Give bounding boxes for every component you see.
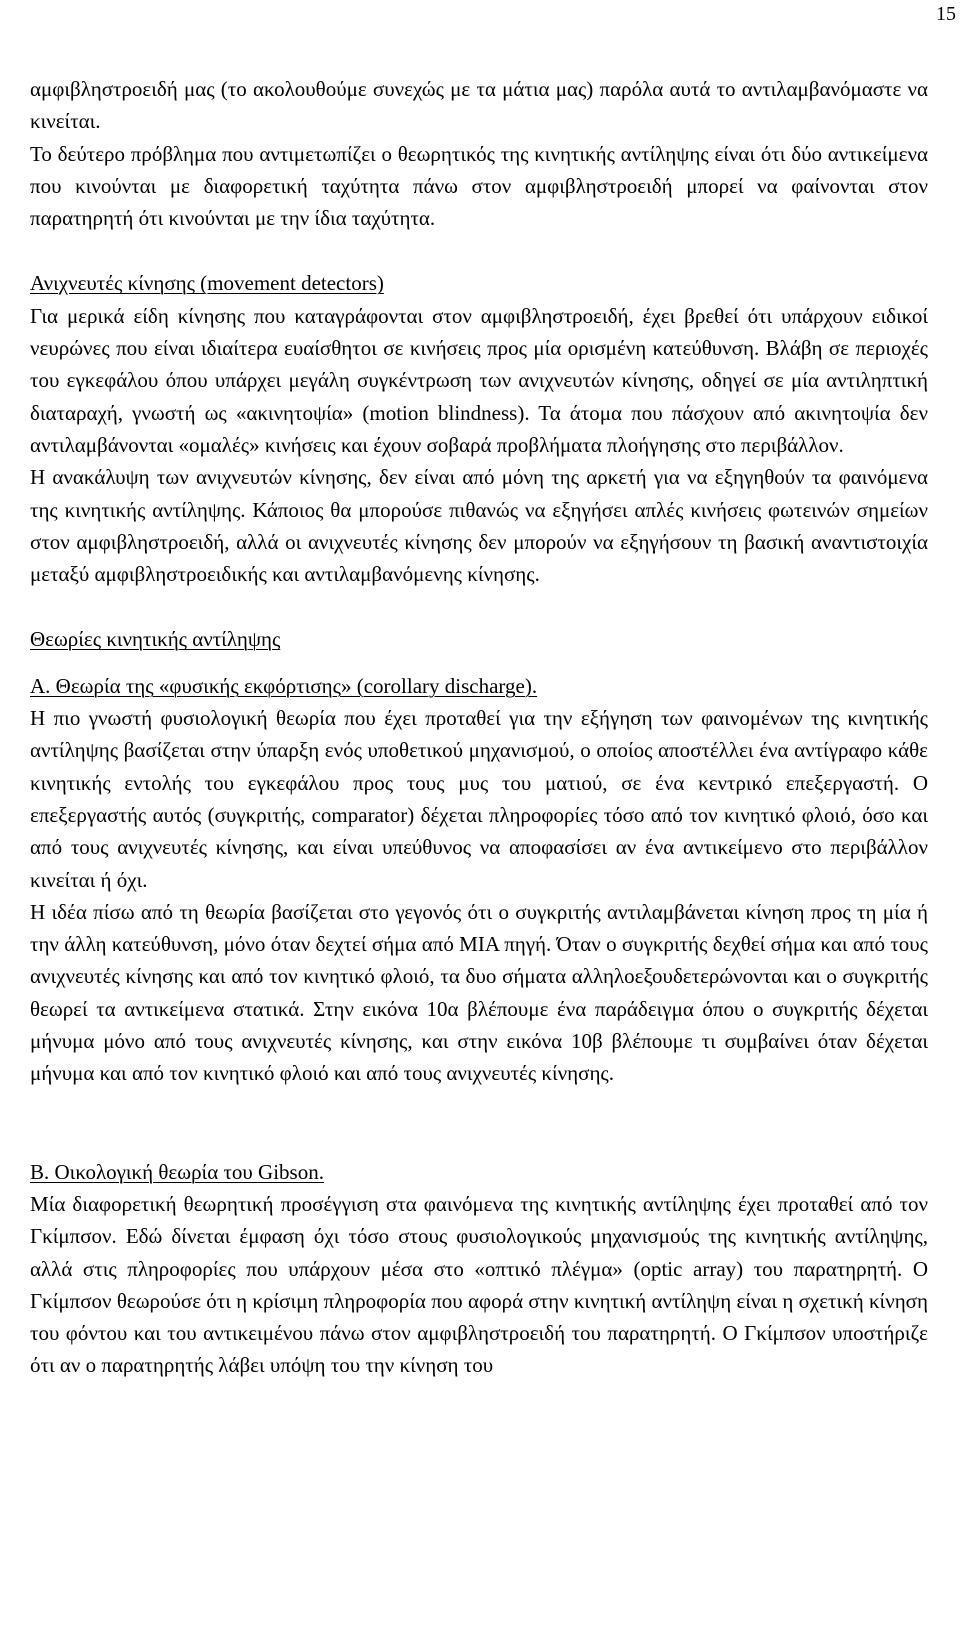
subheading-corollary-discharge: Α. Θεωρία της «φυσικής εκφόρτισης» (corollary discharge). [30,673,538,698]
paragraph-second-problem: Το δεύτερο πρόβλημα που αντιμετωπίζει ο θεωρητικός της κινητικής αντίληψης είναι ότι δύο αντικείμενα που κινούνται με διαφορετική ταχύτητα πάνω στον αμφιβληστροειδή μπορεί να φαίνονται στον παρατηρητή ότι κινούνται με την ίδια ταχύτητα. [30,141,928,231]
paragraph-corollary-comparator: Η πιο γνωστή φυσιολογική θεωρία που έχει προταθεί για την εξήγηση των φαινομένων της κινητικής αντίληψης βασίζεται στην ύπαρξη ενός υποθετικού μηχανισμού, ο οποίος αποστέλλει ένα αντίγραφο κάθε κινητικής εντολής του εγκεφάλου προς τους μυς του ματιού, σε ένα κεντρικό επεξεργαστή. Ο επεξεργαστής αυτός (συγκριτής, comparator) δέχεται πληροφορίες τόσο από τον κινητικό φλοιό, όσο και από τους ανιχνευτές κίνησης, και είναι υπεύθυνος να αποφασίσει αν ένα αντικείμενο στο περιβάλλον κινείται ή όχι. [30,706,928,892]
page-number: 15 [936,3,956,25]
document-body [30,73,928,1382]
paragraph-gibson-optic-array: Μία διαφορετική θεωρητική προσέγγιση στα φαινόμενα της κινητικής αντίληψης έχει προταθεί από τον Γκίμπσον. Εδώ δίνεται έμφαση όχι τόσο στους φυσιολογικούς μηχανισμούς της κινητικής αντίληψης, αλλά στις πληροφορίες που υπάρχουν μέσα στο «οπτικό πλέγμα» (optic array) του παρατηρητή. Ο Γκίμπσον θεωρούσε ότι η κρίσιμη πληροφορία που αφορά στην κινητική αντίληψη είναι η σχετική κίνηση του φόντου και του αντικειμένου πάνω στον αμφιβληστροειδή του παρατηρητή. Ο Γκίμπσον υποστήριζε ότι αν ο παρατηρητής λάβει υπόψη του την κίνηση του [30,1191,928,1378]
heading-movement-detectors: Ανιχνευτές κίνησης (movement detectors) [30,271,384,296]
paragraph-retina-continuation: αμφιβληστροειδή μας (το ακολουθούμε συνεχώς με τα μάτια μας) παρόλα αυτά το αντιλαμβανόμαστε να κινείται. [30,77,928,134]
paragraph-detectors-insufficient: Η ανακάλυψη των ανιχνευτών κίνησης, δεν είναι από μόνη της αρκετή για να εξηγηθούν τα φαινόμενα της κινητικής αντίληψης. Κάποιος θα μπορούσε πιθανώς να εξηγήσει απλές κινήσεις φωτεινών σημείων στον αμφιβληστροειδή, αλλά οι ανιχνευτές κίνησης δεν μπορούν να εξηγήσουν τη βασική αναντιστοιχία μεταξύ αμφιβληστροειδικής και αντιλαμβανόμενης κίνησης. [30,465,928,587]
subheading-gibson-ecological: Β. Οικολογική θεωρία του Gibson. [30,1159,324,1184]
paragraph-detectors-akinetopsia: Για μερικά είδη κίνησης που καταγράφονται στον αμφιβληστροειδή, έχει βρεθεί ότι υπάρχουν ειδικοί νευρώνες που είναι ιδιαίτερα ευαίσθητοι σε κινήσεις προς μία ορισμένη κατεύθυνση. Βλάβη σε περιοχές του εγκεφάλου όπου υπάρχει μεγάλη συγκέντρωση των ανιχνευτών κίνησης, οδηγεί σε μία αντιληπτική διαταραχή, γνωστή ως «ακινητοψία» (motion blindness). Τα άτομα που πάσχουν από ακινητοψία δεν αντιλαμβάνονται «ομαλές» κινήσεις και έχουν σοβαρά προβλήματα πλοήγησης στο περιβάλλον. [30,303,928,457]
paragraph-corollary-signals: Η ιδέα πίσω από τη θεωρία βασίζεται στο γεγονός ότι ο συγκριτής αντιλαμβάνεται κίνηση προς τη μία ή την άλλη κατεύθυνση, μόνο όταν δεχτεί σήμα από ΜΙΑ πηγή. Όταν ο συγκριτής δεχθεί σήμα και από τους ανιχνευτές κίνησης και από τον κινητικό φλοιό, τα δυο σήματα αλληλοεξουδετερώνονται και ο συγκριτής θεωρεί τα αντικείμενα στατικά. Στην εικόνα 10α βλέπουμε ένα παράδειγμα όπου ο συγκριτής δέχεται μήνυμα μόνο από τους ανιχνευτές κίνησης, και στην εικόνα 10β βλέπουμε τι συμβαίνει όταν δέχεται μήνυμα και από τον κινητικό φλοιό και από τους ανιχνευτές κίνησης. [30,899,928,1086]
heading-motion-theories: Θεωρίες κινητικής αντίληψης [30,627,281,652]
